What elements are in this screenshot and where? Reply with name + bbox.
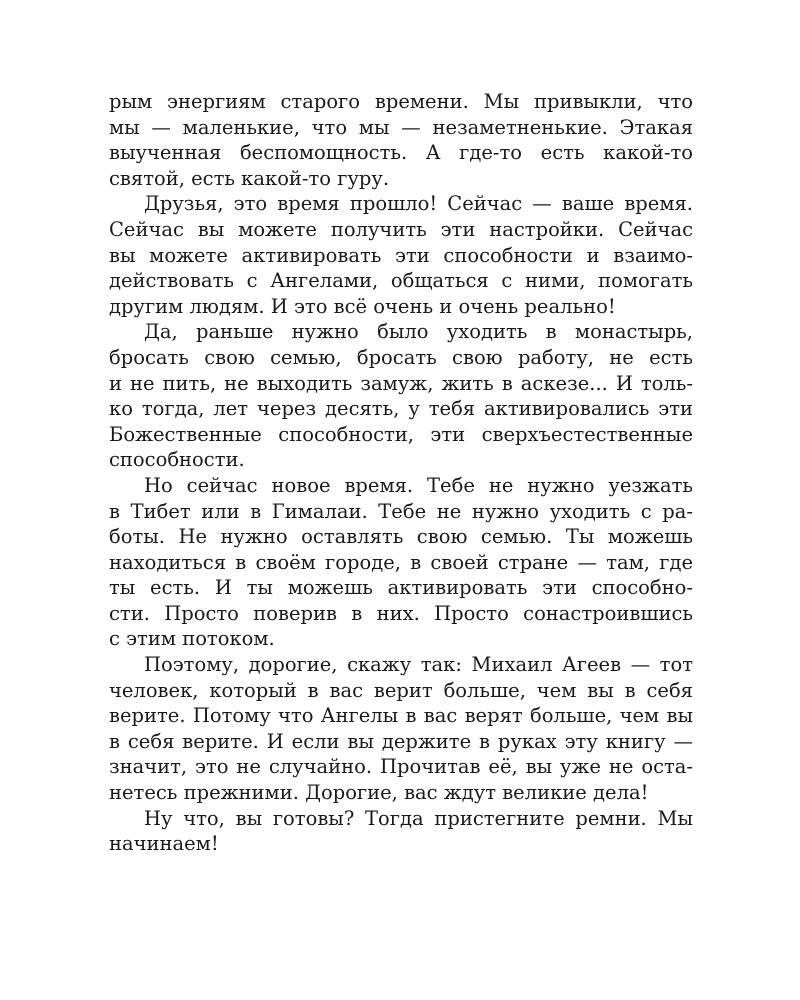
text-line: способности.: [109, 448, 245, 472]
text-line: выученная беспомощность. А где-то есть какой-то: [109, 141, 693, 165]
text-line: боты. Не нужно оставлять свою семью. Ты можешь: [109, 525, 693, 549]
text-line: находиться в своём городе, в своей стране — там, где: [109, 550, 693, 574]
text-line: Друзья, это время прошло! Сейчас — ваше время.: [144, 192, 693, 216]
text-line: в Тибет или в Гималаи. Тебе не нужно уходить с ра-: [109, 499, 693, 523]
paragraph: [109, 806, 693, 857]
paragraph: [109, 473, 693, 652]
text-line: Поэтому, дорогие, скажу так: Михаил Агеев — тот: [144, 653, 693, 677]
text-line: Да, раньше нужно было уходить в монастырь,: [144, 320, 693, 344]
text-line: сти. Просто поверив в них. Просто сонастроившись: [109, 601, 693, 625]
text-line: человек, который в вас верит больше, чем вы в себя: [109, 678, 693, 702]
text-line: верите. Потому что Ангелы в вас верят больше, чем вы: [109, 704, 693, 728]
text-body: [109, 89, 693, 857]
text-line: вы можете активировать эти способности и взаимо-: [109, 243, 693, 267]
text-line: начинаем!: [109, 832, 219, 856]
text-line: Божественные способности, эти сверхъестественные: [109, 422, 693, 446]
text-line: и не пить, не выходить замуж, жить в аскезе... И толь-: [109, 371, 693, 395]
paragraph: [109, 319, 693, 473]
paragraph: [109, 191, 693, 319]
text-line: значит, это не случайно. Прочитав её, вы уже не оста-: [109, 755, 693, 779]
text-line: ко тогда, лет через десять, у тебя активировались эти: [109, 397, 693, 421]
text-line: святой, есть какой-то гуру.: [109, 166, 390, 190]
text-line: ты есть. И ты можешь активировать эти способно-: [109, 576, 693, 600]
text-line: Сейчас вы можете получить эти настройки. Сейчас: [109, 217, 693, 241]
text-line: рым энергиям старого времени. Мы привыкли, что: [109, 90, 693, 113]
text-line: с этим потоком.: [109, 627, 275, 651]
text-line: в себя верите. И если вы держите в руках эту книгу —: [109, 729, 693, 753]
text-line: Но сейчас новое время. Тебе не нужно уезжать: [144, 473, 693, 497]
text-line: действовать с Ангелами, общаться с ними, помогать: [109, 269, 693, 293]
book-page: [109, 89, 693, 857]
text-line: другим людям. И это всё очень и очень реально!: [109, 294, 616, 318]
paragraph: [109, 89, 693, 191]
paragraph: [109, 652, 693, 806]
text-line: Ну что, вы готовы? Тогда пристегните ремни. Мы: [144, 806, 693, 830]
text-line: мы — маленькие, что мы — незаметненькие. Этакая: [109, 115, 693, 139]
text-line: нетесь прежними. Дорогие, вас ждут великие дела!: [109, 781, 649, 805]
text-line: бросать свою семью, бросать свою работу, не есть: [109, 345, 693, 369]
